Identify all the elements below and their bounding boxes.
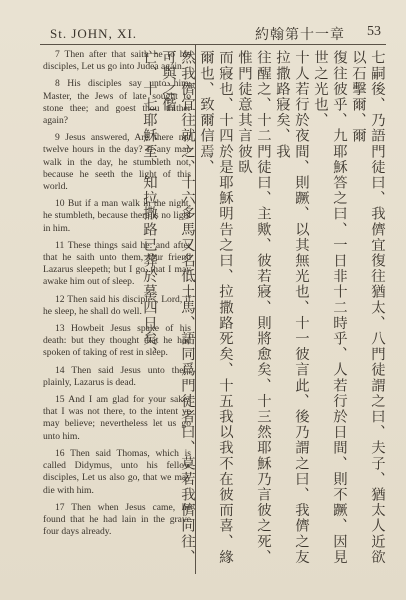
- verse-13: 13 Howbeit Jesus spake of his death: but they thought that he had spoken of taking of rest in sleep.: [43, 323, 191, 359]
- chinese-text-column: [141, 50, 386, 570]
- chinese-line-3: 十人若行於夜間、則蹶、以其無光也、十一彼言此、後乃謂之曰、我儕之友拉撒路寢矣、我: [274, 50, 309, 565]
- chinese-line-1: 七嗣後、乃語門徒曰、我儕宜復往猶太、八門徒謂之曰、夫子、猶太人近欲以石擊爾、爾: [350, 50, 385, 565]
- verse-10: 10 But if a man walk in the night, he stumbleth, because there is no light in him.: [43, 198, 191, 234]
- verse-7: 7 Then after that saith he to his disciples, Let us go into Judea again.: [43, 49, 191, 73]
- verse-12: 12 Then said his disciples, Lord, if he sleep, he shall do well.: [43, 293, 191, 317]
- verse-17: 17 Then when Jesus came, he found that he had lain in the grave four days already.: [43, 501, 191, 538]
- verse-8: 8 His disciples say unto him, Master, the Jews of late sought to stone thee; and goest thou thither again?: [43, 78, 191, 127]
- verse-14: 14 Then said Jesus unto them plainly, Lazarus is dead.: [43, 364, 191, 388]
- running-header-chinese: 約翰第十一章: [255, 27, 345, 43]
- chinese-line-4: 往醒之、十二門徒曰、主歟、彼若寢、則將愈矣、十三然耶穌乃言彼之死、惟門徒意其言彼臥: [236, 50, 271, 565]
- page-number: 53: [367, 24, 381, 39]
- verse-11: 11 These things said he: and after that he saith unto them, Our friend Lazarus sleepeth; but I go, that I may awake him out of sleep.: [43, 239, 191, 288]
- chinese-line-7: 亡、十七耶穌至、知拉撒路已葬於墓四日矣、: [141, 50, 157, 362]
- chinese-line-5: 而寢也、十四於是耶穌明告之曰、拉撒路死矣、十五我以我不在彼而喜、緣爾也、致爾信焉、: [198, 50, 233, 565]
- chinese-line-2: 復往彼乎、九耶穌答之曰、一日非十二時乎、人若行於日間、則不蹶、因見世之光也、: [312, 50, 347, 565]
- running-header-english: St. JOHN, XI.: [50, 26, 138, 41]
- verse-9: 9 Jesus answered, Are there not twelve hours in the day? If any man walk in the day, he stumbleth not, because he seeth the light of this world.: [43, 132, 191, 193]
- chinese-line-6: 然我儕宜往就之、十六多馬又名低土馬、語同爲門徒者曰、莫若我儕同往、可與之偕: [160, 50, 195, 565]
- header-rule: [40, 44, 386, 45]
- verse-16: 16 Then said Thomas, which is called Didymus, unto his fellow disciples, Let us also go, that we may die with him.: [43, 447, 191, 496]
- verse-15: 15 And I am glad for your sakes that I was not there, to the intent ye may believe; nevertheless let us go unto him.: [43, 394, 191, 442]
